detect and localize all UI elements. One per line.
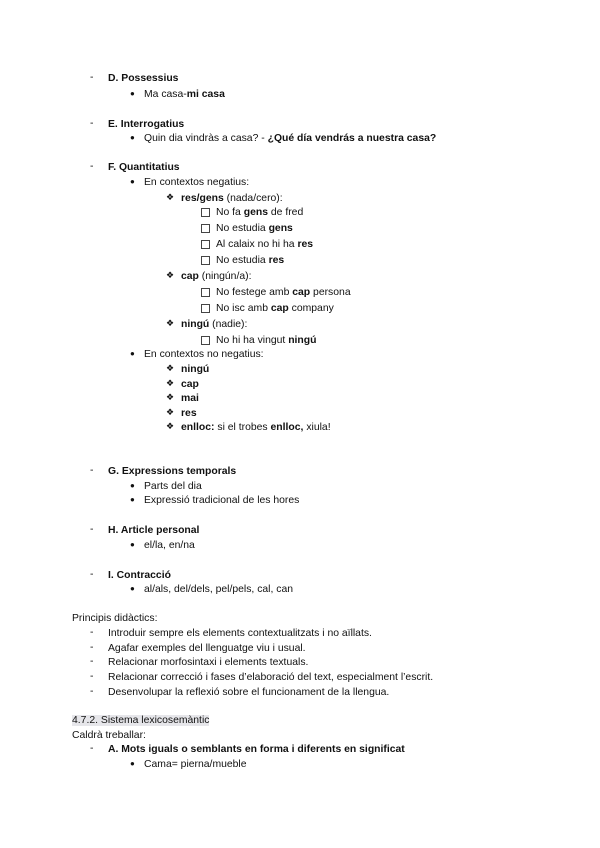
bullet-icon: ● — [130, 481, 135, 490]
principis-title: Principis didàctics: — [72, 613, 158, 624]
example-item: No fa gens de fred — [216, 207, 304, 218]
diamond-icon: ❖ — [166, 407, 175, 417]
word-cap: cap — [181, 379, 199, 390]
checkbox-icon — [201, 240, 210, 249]
diamond-icon: ❖ — [166, 270, 175, 280]
section-e-bullet: Quin dia vindràs a casa? - ¿Qué día vendrás a nuestra casa? — [144, 133, 437, 144]
list-dash: - — [90, 524, 94, 535]
diamond-icon: ❖ — [166, 378, 175, 388]
list-dash: - — [90, 465, 94, 476]
list-dash: - — [90, 743, 94, 754]
checkbox-icon — [201, 288, 210, 297]
diamond-icon: ❖ — [166, 392, 175, 402]
lexico-a-bullet: Cama= pierna/mueble — [144, 759, 247, 770]
example-item: No estudia gens — [216, 223, 293, 234]
section-f-bullet-no-negatius: En contextos no negatius: — [144, 349, 264, 360]
example-item: Al calaix no hi ha res — [216, 239, 314, 250]
principi-item: Relacionar morfosintaxi i elements textuals. — [108, 657, 309, 668]
list-dash: - — [90, 671, 94, 682]
checkbox-icon — [201, 224, 210, 233]
list-dash: - — [90, 686, 94, 697]
principi-item: Introduir sempre els elements contextualitzats i no aïllats. — [108, 628, 372, 639]
section-i-title: I. Contracció — [108, 570, 171, 581]
list-dash: - — [90, 656, 94, 667]
bullet-icon: ● — [130, 759, 135, 768]
bullet-icon: ● — [130, 177, 135, 186]
word-mai: mai — [181, 393, 199, 404]
diamond-icon: ❖ — [166, 318, 175, 328]
list-dash: - — [90, 569, 94, 580]
bullet-icon: ● — [130, 349, 135, 358]
diamond-icon: ❖ — [166, 421, 175, 431]
checkbox-icon — [201, 208, 210, 217]
group-cap: cap (ningún/a): — [181, 271, 252, 282]
lexico-intro: Caldrà treballar: — [72, 730, 146, 741]
section-g-title: G. Expressions temporals — [108, 466, 237, 477]
diamond-icon: ❖ — [166, 363, 175, 373]
example-item: No hi ha vingut ningú — [216, 335, 317, 346]
example-item: No estudia res — [216, 255, 285, 266]
list-dash: - — [90, 161, 94, 172]
section-g-bullet: Expressió tradicional de les hores — [144, 495, 300, 506]
group-res-gens: res/gens (nada/cero): — [181, 193, 283, 204]
list-dash: - — [90, 72, 94, 83]
checkbox-icon — [201, 304, 210, 313]
section-d-bullet: Ma casa-mi casa — [144, 89, 225, 100]
bullet-icon: ● — [130, 584, 135, 593]
list-dash: - — [90, 118, 94, 129]
section-h-title: H. Article personal — [108, 525, 200, 536]
word-ningu: ningú — [181, 364, 210, 375]
example-item: No festege amb cap persona — [216, 287, 351, 298]
section-f-bullet-negatius: En contextos negatius: — [144, 177, 250, 188]
principi-item: Relacionar correcció i fases d’elaboració del text, especialment l’escrit. — [108, 672, 434, 683]
diamond-icon: ❖ — [166, 192, 175, 202]
bullet-icon: ● — [130, 89, 135, 98]
bullet-icon: ● — [130, 540, 135, 549]
section-h-bullet: el/la, en/na — [144, 540, 195, 551]
section-f-title: F. Quantitatius — [108, 162, 180, 173]
section-g-bullet: Parts del dia — [144, 481, 202, 492]
example-item: No isc amb cap company — [216, 303, 334, 314]
section-e-title: E. Interrogatius — [108, 119, 185, 130]
checkbox-icon — [201, 256, 210, 265]
group-ningu: ningú (nadie): — [181, 319, 248, 330]
section-i-bullet: al/als, del/dels, pel/pels, cal, can — [144, 584, 294, 595]
list-dash: - — [90, 642, 94, 653]
principi-item: Desenvolupar la reflexió sobre el funcionament de la llengua. — [108, 687, 390, 698]
list-dash: - — [90, 627, 94, 638]
word-enlloc: enlloc: si el trobes enlloc, xiula! — [181, 422, 331, 433]
lexico-a-title: A. Mots iguals o semblants en forma i diferents en significat — [108, 744, 405, 755]
checkbox-icon — [201, 336, 210, 345]
section-d-title: D. Possessius — [108, 73, 179, 84]
principi-item: Agafar exemples del llenguatge viu i usual. — [108, 643, 306, 654]
bullet-icon: ● — [130, 133, 135, 142]
section-heading: 4.7.2. Sistema lexicosemàntic — [72, 715, 210, 726]
bullet-icon: ● — [130, 495, 135, 504]
word-res: res — [181, 408, 197, 419]
